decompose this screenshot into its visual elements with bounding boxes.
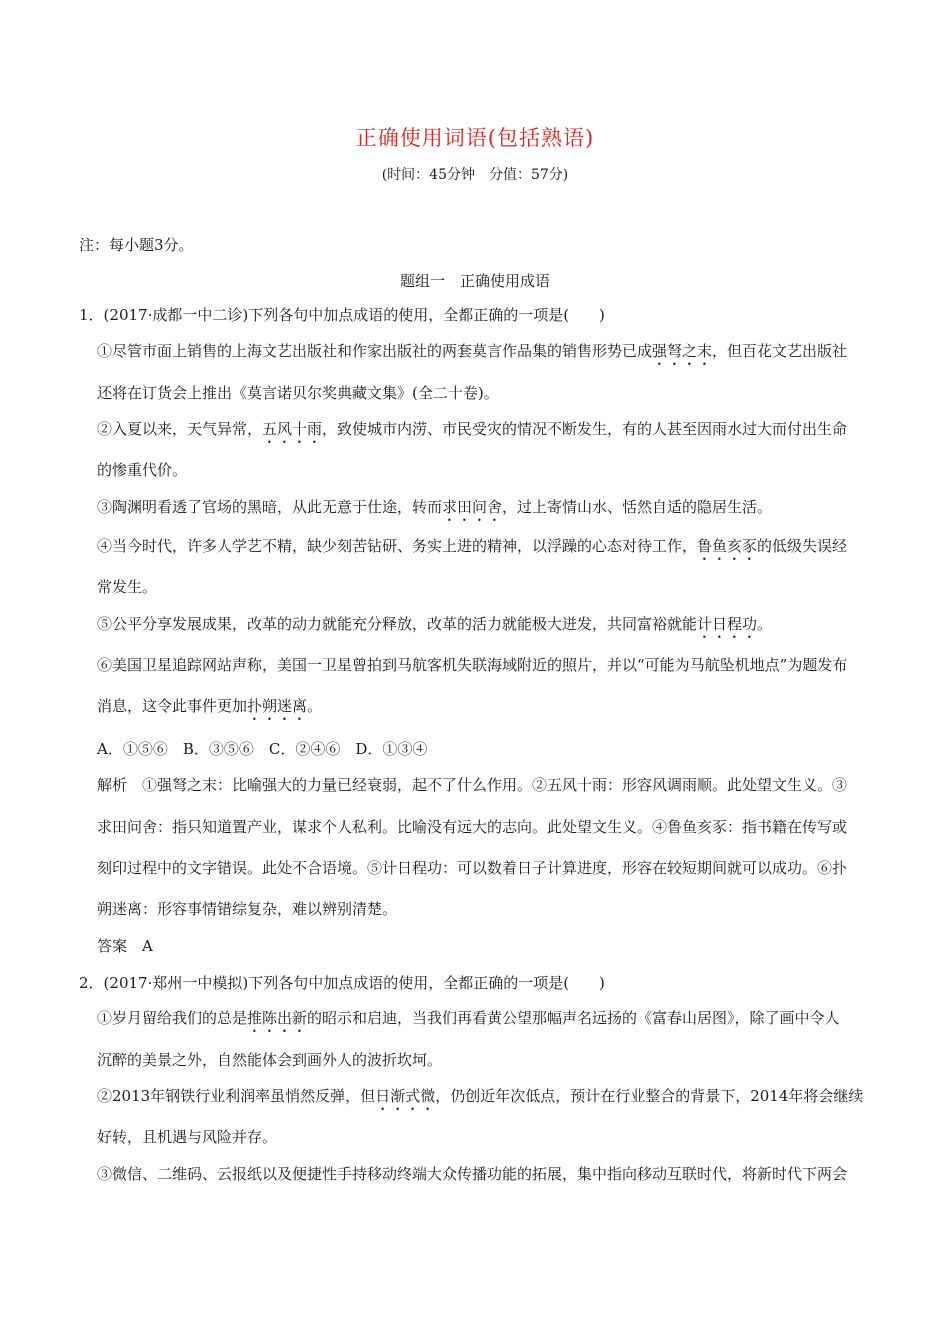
q1-sentence-6: ⑥美国卫星追踪网站声称，美国一卫星曾拍到马航客机失联海域附近的照片，并以“可能为马航坠机地点”为题发布 [97,656,848,674]
question-1-stem: 1．(2017·成都一中二诊)下列各句中加点成语的使用，全都正确的一项是( ) [79,306,605,324]
note: 注：每小题3分。 [79,236,194,254]
q1-analysis-line-3: 刻印过程中的文字错误。此处不合语境。⑤计日程功：可以数着日子计算进度，形容在较短期间就可以成功。⑥扑 [97,859,848,877]
q1-sentence-1-cont: 还将在订货会上推出《莫言诺贝尔奖典藏文集》(全二十卷)。 [97,384,499,402]
q2-sentence-3: ③微信、二维码、云报纸以及便捷性手持移动终端大众传播功能的拓展，集中指向移动互联时代，将新时代下两会 [97,1165,848,1183]
sentence-text: 。 [757,615,773,633]
group-title: 题组一 正确使用成语 [399,272,550,290]
q1-sentence-2-cont: 的惨重代价。 [97,461,188,479]
sentence-text: ，过上寄情山水、恬然自适的隐居生活。 [502,498,773,516]
emphasized-idiom: 鲁鱼亥豕 [697,537,758,555]
q1-sentence-4 [97,535,847,564]
page-subtitle: (时间：45分钟 分值：57分) [381,167,569,183]
sentence-text: ②入夏以来，天气异常， [97,420,263,438]
q1-options: A．①⑤⑥ B．③⑤⑥ C．②④⑥ D．①③④ [97,740,428,758]
q1-sentence-4-cont: 常发生。 [97,578,158,596]
q1-sentence-1 [97,340,847,369]
page-title: 正确使用词语(包括熟语) [355,126,595,150]
sentence-text: ，致使城市内涝、市民受灾的情况不断发生，有的人甚至因雨水过大而付出生命 [322,420,848,438]
emphasized-idiom: 强弩之末 [652,342,713,360]
sentence-text: ④当今时代，许多人学艺不精，缺少刻苦钻研、务实上进的精神，以浮躁的心态对待工作， [97,537,698,555]
sentence-text: 的低级失误经 [757,537,848,555]
sentence-text: ①尽管市面上销售的上海文艺出版社和作家出版社的两套莫言作品集的销售形势已成 [97,342,653,360]
emphasized-idiom: 计日程功 [697,615,758,633]
emphasized-idiom: 扑朔迷离 [247,697,308,715]
q1-analysis-line-2: 求田问舍：指只知道置产业，谋求个人私利。比喻没有远大的志向。此处望文生义。④鲁鱼亥豕：指书籍在传写或 [97,818,848,836]
q1-analysis-line-4: 朔迷离：形容事情错综复杂，难以辨别清楚。 [97,900,398,918]
q1-sentence-5 [97,613,772,642]
emphasized-idiom: 五风十雨 [262,420,323,438]
q2-sentence-1-cont: 沉醉的美景之外，自然能体会到画外人的波折坎坷。 [97,1051,443,1069]
emphasized-idiom: 推陈出新 [247,1009,308,1027]
sentence-text: 的昭示和启迪，当我们再看黄公望那幅声名远扬的《富春山居图》，除了画中令人 [307,1009,840,1027]
emphasized-idiom: 日渐式微 [375,1087,436,1105]
question-2-stem: 2．(2017·郑州一中模拟)下列各句中加点成语的使用，全都正确的一项是( ) [79,974,605,992]
q1-sentence-3 [97,496,772,525]
sentence-text: 。 [307,697,323,715]
sentence-text: ②2013年钢铁行业利润率虽悄然反弹，但 [97,1087,376,1105]
sentence-text: ③陶渊明看透了官场的黑暗，从此无意于仕途，转而 [97,498,443,516]
q2-sentence-1 [97,1007,840,1036]
q1-sentence-6-cont [97,695,322,724]
sentence-text: ，但百花文艺出版社 [712,342,848,360]
sentence-text: 消息，这令此事件更加 [97,697,248,715]
q2-sentence-2-cont: 好转，且机遇与风险并存。 [97,1128,278,1146]
emphasized-idiom: 求田问舍 [442,498,503,516]
sentence-text: ①岁月留给我们的总是 [97,1009,248,1027]
sentence-text: ⑤公平分享发展成果，改革的动力就能充分释放，改革的活力就能极大迸发，共同富裕就能 [97,615,698,633]
q1-sentence-2 [97,418,847,447]
sentence-text: ，仍创近年次低点，预计在行业整合的背景下，2014年将会继续 [435,1087,864,1105]
q2-sentence-2 [97,1085,863,1114]
q1-analysis-line-1: 解析 ①强弩之末：比喻强大的力量已经衰弱，起不了什么作用。②五风十雨：形容风调雨顺。此处望文生义。③ [97,776,848,794]
q1-answer: 答案 A [97,937,153,955]
